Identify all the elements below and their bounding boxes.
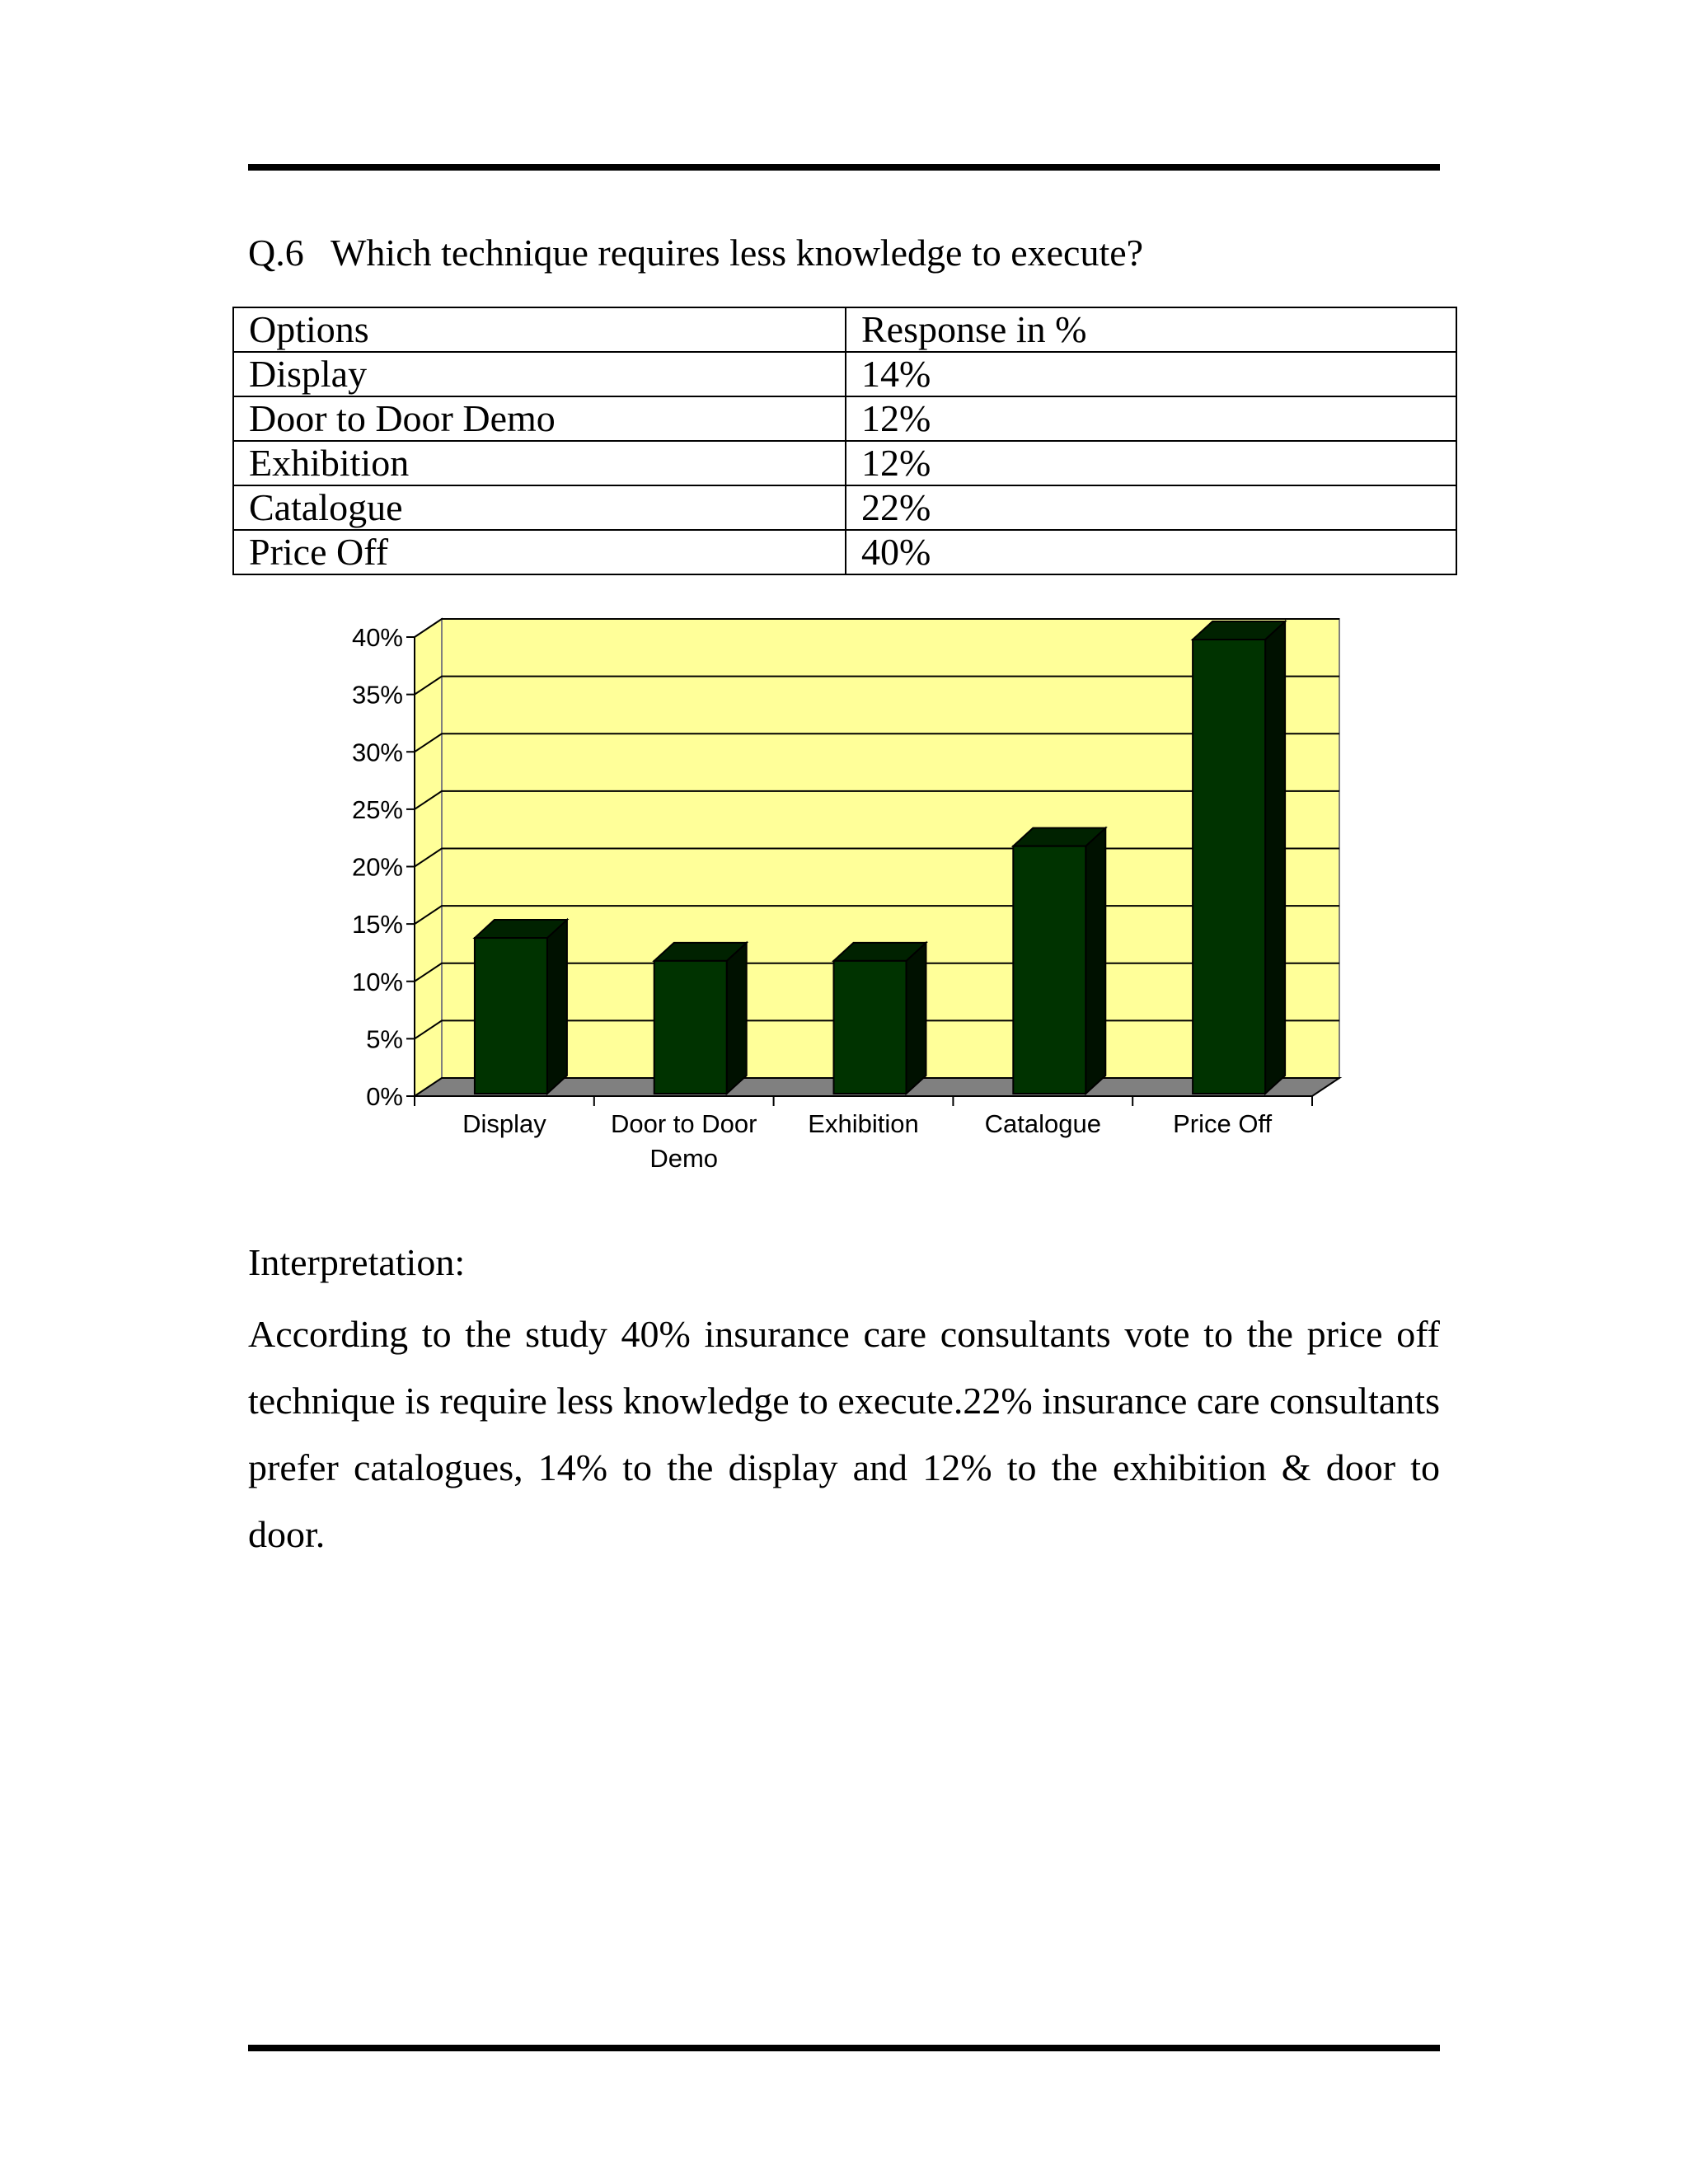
table-cell: 12%	[846, 441, 1456, 485]
bar	[1013, 846, 1085, 1094]
table-cell: 12%	[846, 396, 1456, 441]
bar-side	[1085, 828, 1105, 1094]
question-number: Q.6	[248, 232, 304, 274]
x-category-label: Display	[462, 1109, 546, 1138]
table-cell: Door to Door Demo	[233, 396, 846, 441]
x-category-label: Catalogue	[984, 1109, 1101, 1138]
y-tick-label: 10%	[351, 967, 403, 996]
bar-side	[547, 920, 567, 1094]
bar	[654, 961, 727, 1094]
interpretation-title: Interpretation:	[248, 1241, 466, 1283]
y-tick-label: 5%	[366, 1024, 403, 1054]
table-header-cell: Response in %	[846, 307, 1456, 352]
bar-side	[727, 943, 747, 1094]
table-cell: 22%	[846, 485, 1456, 530]
x-category-label: Door to Door Demo	[610, 1109, 757, 1173]
bar	[475, 938, 547, 1094]
y-tick-label: 20%	[351, 852, 403, 882]
y-tick-label: 15%	[351, 910, 403, 940]
footer-rule	[248, 2045, 1440, 2051]
interpretation-body: According to the study 40% insurance care consultants vote to the price off technique is require less knowledge to execute.22% insurance care consultants prefer catalogues, 14% to the display and 12% to the exhibition & door to door.	[248, 1313, 1440, 1555]
table-cell: Exhibition	[233, 441, 846, 485]
y-tick-label: 0%	[366, 1082, 403, 1111]
x-category-label: Exhibition	[808, 1109, 919, 1138]
y-tick-label: 30%	[351, 738, 403, 767]
bar-side	[1265, 621, 1285, 1094]
x-category-label: Price Off	[1173, 1109, 1273, 1138]
y-tick-label: 35%	[351, 680, 403, 710]
question-text: Which technique requires less knowledge to execute?	[331, 232, 1144, 274]
table-header-cell: Options	[233, 307, 846, 352]
y-tick-label: 40%	[351, 623, 403, 652]
table-cell: Price Off	[233, 530, 846, 574]
bar-side	[907, 943, 926, 1094]
bar	[1193, 640, 1265, 1094]
y-tick-label: 25%	[351, 794, 403, 824]
table-cell: 40%	[846, 530, 1456, 574]
table-cell: Display	[233, 352, 846, 396]
bar	[834, 961, 907, 1094]
table-cell: 14%	[846, 352, 1456, 396]
table-cell: Catalogue	[233, 485, 846, 530]
